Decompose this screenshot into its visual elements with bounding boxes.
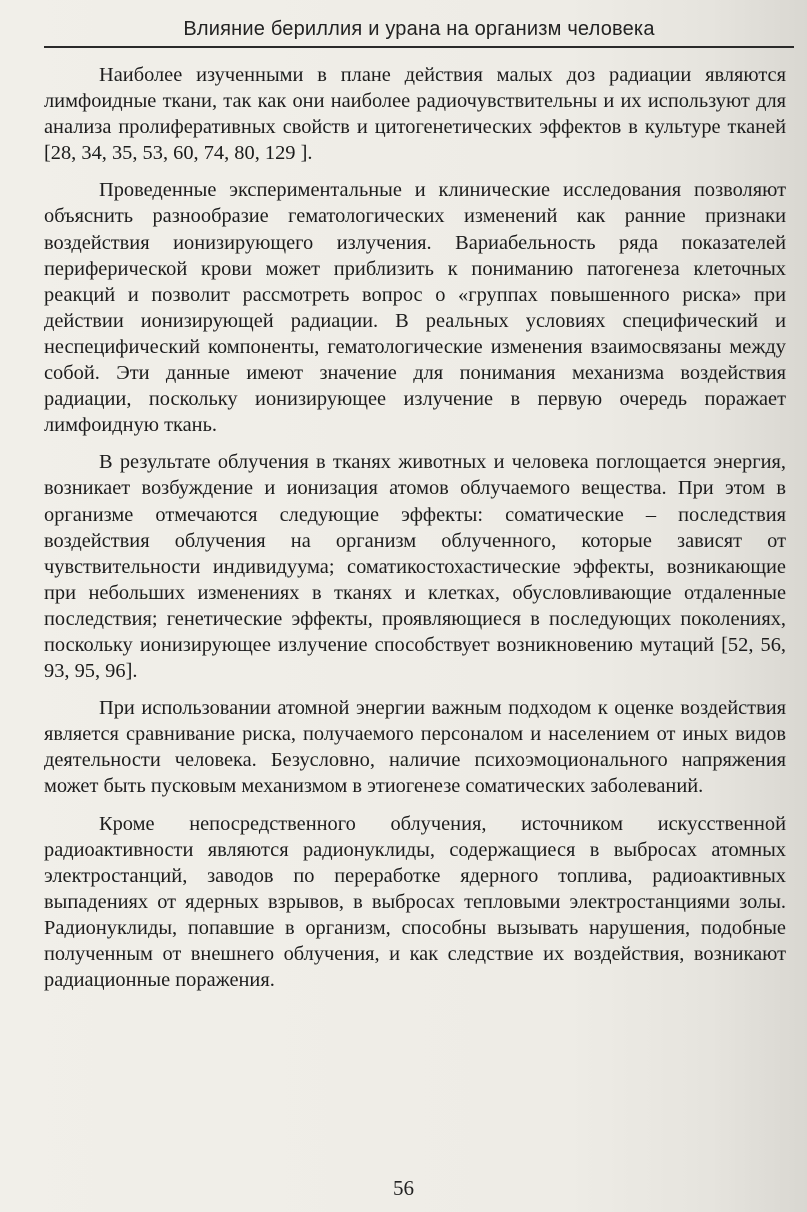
running-header (44, 12, 794, 48)
paragraph-2: Проведенные экспериментальные и клинические исследования позволяют объяснить разнообразие гематологических изменений как ранние признаки воздействия ионизирующего излучения. Вариабельность ряда показателей периферической крови может приблизить к пониманию патогенеза клеточных реакций и позволит рассмотреть вопрос о «группах повышенного риска» при действии ионизирующей радиации. В реальных условиях специфический и неспецифический компоненты, гематологические изменения взаимосвязаны между собой. Эти данные имеют значение для понимания механизма воздействия радиации, поскольку ионизирующее излучение в первую очередь поражает лимфоидную ткань. (44, 179, 786, 437)
paragraph-1: Наиболее изученными в плане действия малых доз радиации являются лимфоидные ткани, так как они наиболее радиочувствительны и их используют для анализа пролиферативных свойств и цитогенетических эффектов в культуре тканей [28, 34, 35, 53, 60, 74, 80, 129 ]. (44, 64, 786, 165)
paragraph-3: В результате облучения в тканях животных и человека поглощается энергия, возникает возбуждение и ионизация атомов облучаемого вещества. При этом в организме отмечаются следующие эффекты: соматические – последствия воздействия облучения на организм облученного, которые зависят от чувствительности индивидуума; соматикостохастические эффекты, возникающие при небольших изменениях в тканях и клетках, обусловливающие отдаленные последствия; генетические эффекты, проявляющиеся в последующих поколениях, поскольку ионизирующее излучение способствует возникновению мутаций [52, 56, 93, 95, 96]. (44, 451, 786, 683)
body-text (44, 62, 786, 1004)
page-number: 56 (393, 1176, 414, 1200)
paragraph-5: Кроме непосредственного облучения, источником искусственной радиоактивности являются радионуклиды, содержащиеся в выбросах атомных электростанций, заводов по переработке ядерного топлива, радиоактивных выпадениях от ядерных взрывов, в выбросах тепловыми электростанциями золы. Радионуклиды, попавшие в организм, способны вызывать нарушения, подобные полученным от внешнего облучения, и как следствие их воздействия, возникают радиационные поражения. (44, 812, 786, 992)
header-title: Влияние бериллия и урана на организм человека (183, 18, 655, 40)
paragraph-4: При использовании атомной энергии важным подходом к оценке воздействия является сравнивание риска, получаемого персоналом и населением от иных видов деятельности человека. Безусловно, наличие психоэмоционального напряжения может быть пусковым механизмом в этиогенезе соматических заболеваний. (44, 697, 786, 798)
